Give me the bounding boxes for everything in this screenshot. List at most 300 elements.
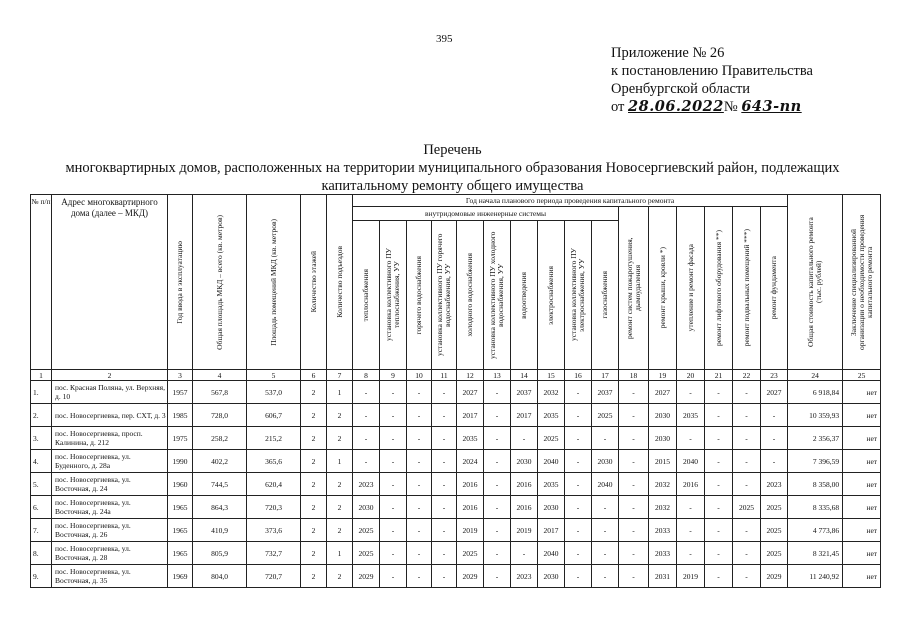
table-cell: нет [843, 473, 881, 496]
table-cell: - [484, 427, 511, 450]
table-cell: 2025 [538, 427, 565, 450]
table-cell: - [705, 450, 733, 473]
table-row [31, 427, 881, 450]
table-row [31, 473, 881, 496]
column-number-cell: 1 [31, 370, 52, 381]
table-cell: 864,3 [193, 496, 247, 519]
column-number-cell: 12 [457, 370, 484, 381]
table-cell: 365,6 [247, 450, 301, 473]
date-prefix: от [611, 99, 625, 115]
table-cell: - [565, 565, 592, 588]
table-cell: - [407, 427, 432, 450]
table-cell: - [432, 450, 457, 473]
table-cell: 2 [301, 404, 327, 427]
header-c12: холодного водоснабжения [457, 221, 484, 370]
table-cell: - [380, 450, 407, 473]
table-cell: 2033 [649, 542, 677, 565]
table-cell: - [677, 496, 705, 519]
table-cell: - [733, 404, 761, 427]
table-row [31, 565, 881, 588]
address-cell: пос. Красная Поляна, ул. Верхняя, д. 10 [52, 381, 168, 404]
appendix-line-3: Оренбургской области [611, 81, 751, 97]
table-cell: 2027 [761, 381, 788, 404]
table-cell: - [592, 496, 619, 519]
table-cell: 1985 [168, 404, 193, 427]
table-cell: 2 [327, 473, 353, 496]
table-cell: 2023 [511, 565, 538, 588]
column-number-cell: 7 [327, 370, 353, 381]
row-number-cell: 4. [31, 450, 52, 473]
table-cell: - [733, 381, 761, 404]
data-rows-body [31, 381, 881, 588]
table-cell: - [677, 427, 705, 450]
title-line-3: капитальному ремонту общего имущества [321, 178, 584, 194]
table-cell: 2025 [733, 496, 761, 519]
row-number-cell: 3. [31, 427, 52, 450]
table-cell: 2016 [511, 496, 538, 519]
table-cell: 1990 [168, 450, 193, 473]
table-cell: 410,9 [193, 519, 247, 542]
table-cell: - [761, 404, 788, 427]
table-cell: 2 [301, 450, 327, 473]
table-cell: 2019 [677, 565, 705, 588]
table-row [31, 381, 881, 404]
table-cell: - [619, 565, 649, 588]
table-cell: - [565, 404, 592, 427]
address-cell: пос. Новосергиевка, ул. Восточная, д. 35 [52, 565, 168, 588]
table-cell: - [511, 427, 538, 450]
table-cell: 2031 [649, 565, 677, 588]
page-number: 395 [436, 33, 453, 45]
table-cell: - [705, 381, 733, 404]
column-number-cell: 24 [788, 370, 843, 381]
table-cell: 10 359,93 [788, 404, 843, 427]
table-row [31, 496, 881, 519]
table-cell: - [733, 565, 761, 588]
column-number-cell: 13 [484, 370, 511, 381]
table-cell: - [592, 565, 619, 588]
table-cell: 2017 [457, 404, 484, 427]
table-cell: - [380, 381, 407, 404]
header-c19: ремонт крыши, кровли *) [649, 207, 677, 370]
table-cell: 2 [301, 381, 327, 404]
table-cell: - [619, 450, 649, 473]
table-cell: - [432, 519, 457, 542]
table-cell: 720,7 [247, 565, 301, 588]
title-line-1: Перечень [423, 142, 482, 158]
table-cell: 2040 [592, 473, 619, 496]
header-total-area: Общая площадь МКД – всего (кв. метров) [193, 195, 247, 370]
handwritten-number: 643-пп [741, 98, 802, 115]
table-cell: 2 [301, 496, 327, 519]
table-cell: 6 918,84 [788, 381, 843, 404]
table-cell: - [705, 565, 733, 588]
table-cell: - [484, 473, 511, 496]
table-cell: - [353, 381, 380, 404]
table-cell: - [407, 450, 432, 473]
table-cell: - [380, 542, 407, 565]
table-cell: - [619, 542, 649, 565]
table-cell: 2025 [457, 542, 484, 565]
table-cell: 2033 [649, 519, 677, 542]
appendix-line-1: Приложение № 26 [611, 45, 725, 61]
table-cell: 2035 [538, 473, 565, 496]
table-cell: - [592, 519, 619, 542]
table-cell: - [705, 404, 733, 427]
handwritten-date: 28.06.2022 [628, 98, 724, 115]
table-cell: нет [843, 381, 881, 404]
row-number-cell: 5. [31, 473, 52, 496]
table-cell: 2030 [649, 427, 677, 450]
table-cell: 2023 [761, 473, 788, 496]
table-cell: 2030 [592, 450, 619, 473]
table-cell: - [733, 473, 761, 496]
table-cell: 402,2 [193, 450, 247, 473]
table-cell: нет [843, 542, 881, 565]
table-cell: - [619, 519, 649, 542]
table-cell: 2025 [761, 496, 788, 519]
header-address: Адрес многоквартирного дома (далее – МКД) [52, 195, 168, 370]
table-cell: 728,0 [193, 404, 247, 427]
table-cell: - [733, 542, 761, 565]
table-cell: - [761, 450, 788, 473]
table-cell: - [619, 404, 649, 427]
column-number-cell: 3 [168, 370, 193, 381]
column-number-cell: 17 [592, 370, 619, 381]
table-cell: 7 396,59 [788, 450, 843, 473]
column-number-cell: 2 [52, 370, 168, 381]
column-number-cell: 18 [619, 370, 649, 381]
header-premises-area: Площадь помещений МКД (кв. метров) [247, 195, 301, 370]
table-cell: 567,8 [193, 381, 247, 404]
appendix-block [611, 44, 813, 116]
table-cell: 1960 [168, 473, 193, 496]
header-c8: теплоснабжения [353, 221, 380, 370]
table-cell: 2016 [677, 473, 705, 496]
table-cell: - [619, 473, 649, 496]
table-cell: - [432, 473, 457, 496]
table-cell: 2030 [353, 496, 380, 519]
header-c11: установка коллективного ПУ горячего водоснабжения, УУ [432, 221, 457, 370]
header-plan-group: Год начала планового периода проведения капитального ремонта [353, 195, 788, 207]
table-cell: - [705, 542, 733, 565]
table-cell: 8 358,00 [788, 473, 843, 496]
appendix-date-line [611, 98, 813, 116]
table-row [31, 542, 881, 565]
table-cell: 744,5 [193, 473, 247, 496]
table-cell: 2027 [457, 381, 484, 404]
table-cell: 2040 [538, 450, 565, 473]
table-cell: 804,0 [193, 565, 247, 588]
table-cell: - [432, 565, 457, 588]
table-cell: 1965 [168, 496, 193, 519]
table-cell: 1965 [168, 542, 193, 565]
table-cell: - [380, 565, 407, 588]
table-cell: нет [843, 404, 881, 427]
column-number-cell: 22 [733, 370, 761, 381]
row-number-cell: 1. [31, 381, 52, 404]
table-cell: нет [843, 427, 881, 450]
header-c10: горячего водоснабжения [407, 221, 432, 370]
header-c16: установка коллективного ПУ электроснабжения, УУ [565, 221, 592, 370]
address-cell: пос. Новосергиевка, просп. Калинина, д. 212 [52, 427, 168, 450]
table-cell: 2025 [353, 542, 380, 565]
table-cell: нет [843, 565, 881, 588]
appendix-line-2: к постановлению Правительства [611, 63, 813, 79]
table-cell: - [565, 450, 592, 473]
table-cell: - [484, 496, 511, 519]
column-number-cell: 10 [407, 370, 432, 381]
table-cell: - [407, 542, 432, 565]
header-conclusion: Заключение специализированной организации о необходимости проведения капитального ремонта [843, 195, 881, 370]
table-cell: 2024 [457, 450, 484, 473]
address-cell: пос. Новосергиевка, пер. СХТ, д. 3 [52, 404, 168, 427]
table-cell: - [407, 381, 432, 404]
table-cell: 8 335,68 [788, 496, 843, 519]
table-cell: 2025 [761, 519, 788, 542]
header-c18: ремонт систем пожаротушения, дымоудаления [619, 207, 649, 370]
column-number-cell: 11 [432, 370, 457, 381]
table-cell: 2032 [649, 473, 677, 496]
header-entrances: Количество подъездов [327, 195, 353, 370]
table-cell: 11 240,92 [788, 565, 843, 588]
table-cell: 2015 [649, 450, 677, 473]
table-cell: - [380, 519, 407, 542]
table-cell: - [432, 496, 457, 519]
table-cell: 373,6 [247, 519, 301, 542]
table-cell: 2 [301, 427, 327, 450]
table-cell: - [705, 496, 733, 519]
table-cell: 215,2 [247, 427, 301, 450]
table-cell: - [761, 427, 788, 450]
table-wrapper [30, 194, 881, 588]
table-cell: - [592, 542, 619, 565]
table-cell: 2030 [538, 496, 565, 519]
row-number-cell: 7. [31, 519, 52, 542]
table-cell: 1 [327, 450, 353, 473]
table-cell: - [407, 519, 432, 542]
table-cell: - [677, 542, 705, 565]
table-row [31, 519, 881, 542]
address-cell: пос. Новосергиевка, ул. Восточная, д. 24 [52, 473, 168, 496]
header-year: Год ввода в эксплуатацию [168, 195, 193, 370]
header-c20: утепление и ремонт фасада [677, 207, 705, 370]
table-cell: 2030 [511, 450, 538, 473]
table-cell: - [484, 450, 511, 473]
table-cell: 2040 [538, 542, 565, 565]
table-cell: 2037 [592, 381, 619, 404]
table-cell: - [565, 519, 592, 542]
table-cell: 732,7 [247, 542, 301, 565]
table-cell: - [565, 427, 592, 450]
column-number-cell: 14 [511, 370, 538, 381]
document-title [0, 141, 905, 195]
table-cell: - [380, 473, 407, 496]
header-c14: водоотведения [511, 221, 538, 370]
table-cell: 2016 [457, 473, 484, 496]
table-cell: 2 [301, 473, 327, 496]
table-cell: 2 356,37 [788, 427, 843, 450]
table-cell: 2 [301, 565, 327, 588]
table-cell: нет [843, 450, 881, 473]
table-cell: 2019 [511, 519, 538, 542]
row-number-cell: 9. [31, 565, 52, 588]
repair-table [30, 194, 881, 588]
table-cell: 720,3 [247, 496, 301, 519]
table-cell: 2035 [538, 404, 565, 427]
table-cell: 620,4 [247, 473, 301, 496]
table-cell: 2029 [761, 565, 788, 588]
table-cell: 1 [327, 381, 353, 404]
table-cell: 4 773,86 [788, 519, 843, 542]
table-cell: - [619, 381, 649, 404]
table-cell: - [733, 450, 761, 473]
header-cost: Общая стоимость капитального ремонта (тыс. рублей) [788, 195, 843, 370]
table-cell: 2016 [511, 473, 538, 496]
table-cell: - [511, 542, 538, 565]
table-cell: - [432, 381, 457, 404]
table-cell: 2035 [457, 427, 484, 450]
title-line-2: многоквартирных домов, расположенных на территории муниципального образования Новосергиевский район, подлежащих [65, 160, 840, 176]
row-number-cell: 6. [31, 496, 52, 519]
table-cell: - [565, 542, 592, 565]
number-prefix: № [723, 99, 738, 115]
table-cell: 2030 [538, 565, 565, 588]
table-cell: - [733, 427, 761, 450]
table-cell: - [705, 427, 733, 450]
row-number-cell: 2. [31, 404, 52, 427]
table-cell: 2025 [353, 519, 380, 542]
column-number-cell: 16 [565, 370, 592, 381]
address-cell: пос. Новосергиевка, ул. Восточная, д. 26 [52, 519, 168, 542]
column-number-cell: 23 [761, 370, 788, 381]
table-cell: 2029 [353, 565, 380, 588]
table-cell: нет [843, 496, 881, 519]
table-cell: - [733, 519, 761, 542]
table-cell: 2 [327, 496, 353, 519]
table-cell: - [407, 565, 432, 588]
column-number-cell: 15 [538, 370, 565, 381]
header-num: № п/п [31, 195, 52, 370]
table-cell: - [380, 404, 407, 427]
table-cell: 1 [327, 542, 353, 565]
table-cell: 2025 [761, 542, 788, 565]
header-c13: установка коллективного ПУ холодного водоснабжения, УУ [484, 221, 511, 370]
table-cell: - [484, 519, 511, 542]
table-cell: 2017 [511, 404, 538, 427]
table-cell: 2 [301, 542, 327, 565]
table-cell: 2035 [677, 404, 705, 427]
table-cell: 2030 [649, 404, 677, 427]
table-cell: 2 [327, 565, 353, 588]
table-cell: 2040 [677, 450, 705, 473]
table-cell: 2025 [592, 404, 619, 427]
table-cell: - [619, 496, 649, 519]
column-number-cell: 20 [677, 370, 705, 381]
table-cell: - [484, 565, 511, 588]
column-number-cell: 8 [353, 370, 380, 381]
table-cell: - [353, 427, 380, 450]
address-cell: пос. Новосергиевка, ул. Восточная, д. 28 [52, 542, 168, 565]
header-c17: газоснабжения [592, 221, 619, 370]
header-c22: ремонт подвальных помещений ***) [733, 207, 761, 370]
column-number-cell: 9 [380, 370, 407, 381]
table-cell: - [407, 473, 432, 496]
table-cell: - [353, 404, 380, 427]
table-cell: - [677, 519, 705, 542]
table-cell: 2037 [511, 381, 538, 404]
table-cell: - [592, 427, 619, 450]
table-cell: 258,2 [193, 427, 247, 450]
table-row [31, 404, 881, 427]
table-cell: 2027 [649, 381, 677, 404]
column-number-cell: 4 [193, 370, 247, 381]
table-cell: 805,9 [193, 542, 247, 565]
table-row [31, 450, 881, 473]
column-number-cell: 21 [705, 370, 733, 381]
header-floors: Количество этажей [301, 195, 327, 370]
table-cell: 1957 [168, 381, 193, 404]
row-number-cell: 8. [31, 542, 52, 565]
table-cell: - [432, 427, 457, 450]
table-cell: - [677, 381, 705, 404]
column-number-cell: 19 [649, 370, 677, 381]
table-cell: - [484, 542, 511, 565]
table-cell: - [705, 473, 733, 496]
header-c21: ремонт лифтового оборудования **) [705, 207, 733, 370]
column-number-cell: 6 [301, 370, 327, 381]
table-cell: нет [843, 519, 881, 542]
column-number-cell: 5 [247, 370, 301, 381]
table-cell: - [353, 450, 380, 473]
table-cell: 8 321,45 [788, 542, 843, 565]
table-cell: 2032 [538, 381, 565, 404]
table-cell: 1975 [168, 427, 193, 450]
table-cell: - [432, 404, 457, 427]
column-number-cell: 25 [843, 370, 881, 381]
table-cell: - [380, 496, 407, 519]
table-cell: - [565, 473, 592, 496]
table-cell: 2019 [457, 519, 484, 542]
table-cell: - [432, 542, 457, 565]
table-cell: - [484, 404, 511, 427]
table-cell: 1969 [168, 565, 193, 588]
table-cell: - [484, 381, 511, 404]
table-cell: 606,7 [247, 404, 301, 427]
table-cell: - [705, 519, 733, 542]
address-cell: пос. Новосергиевка, ул. Буденного, д. 28а [52, 450, 168, 473]
table-cell: - [565, 381, 592, 404]
header-c15: электроснабжения [538, 221, 565, 370]
table-cell: 2 [301, 519, 327, 542]
header-engineering-group: внутридомовые инженерные системы [353, 207, 619, 221]
table-cell: 2 [327, 519, 353, 542]
table-cell: 2 [327, 427, 353, 450]
table-cell: - [619, 427, 649, 450]
table-cell: 2023 [353, 473, 380, 496]
table-cell: - [380, 427, 407, 450]
table-cell: 2029 [457, 565, 484, 588]
header-c9: установка коллективного ПУ теплоснабжения, УУ [380, 221, 407, 370]
column-number-row-body [31, 370, 881, 381]
table-cell: - [407, 404, 432, 427]
table-cell: - [407, 496, 432, 519]
table-cell: 537,0 [247, 381, 301, 404]
table-cell: 2016 [457, 496, 484, 519]
address-cell: пос. Новосергиевка, ул. Восточная, д. 24а [52, 496, 168, 519]
table-cell: 1965 [168, 519, 193, 542]
table-cell: 2017 [538, 519, 565, 542]
